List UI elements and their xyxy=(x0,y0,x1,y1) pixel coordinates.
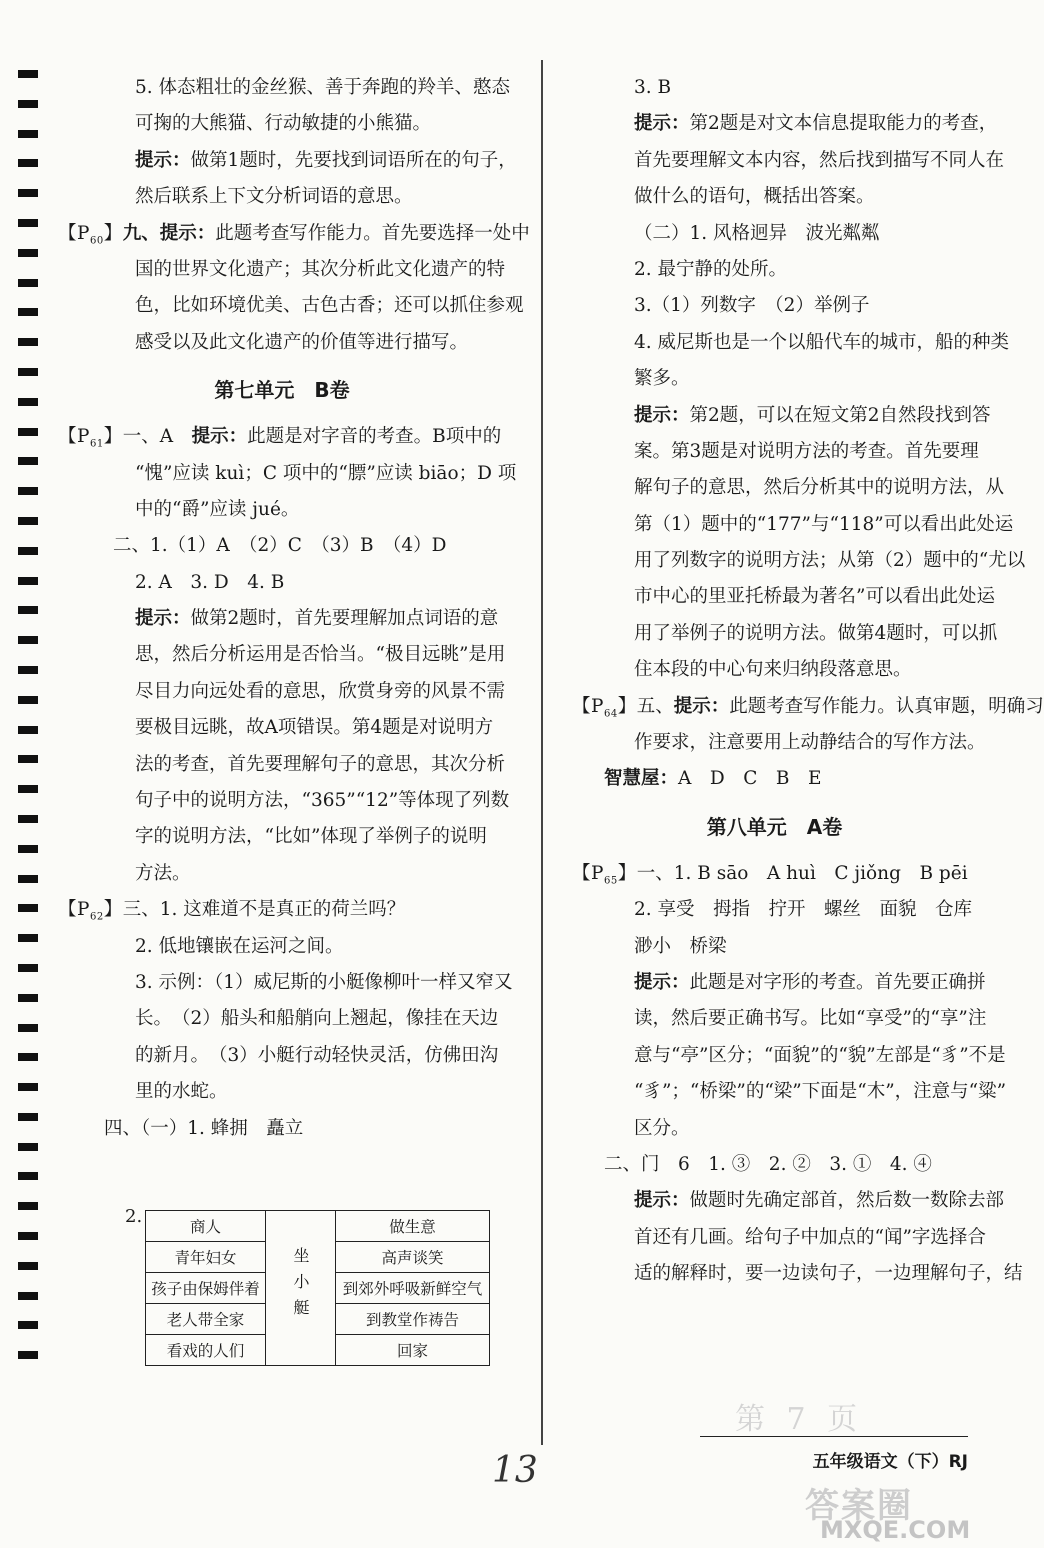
line-text: 2. 最宁静的处所。 xyxy=(634,258,788,280)
margin-mark xyxy=(18,636,38,644)
text-line xyxy=(58,710,506,746)
hint-label: 提示： xyxy=(673,695,730,717)
table-cell: 回家 xyxy=(336,1335,490,1366)
margin-mark xyxy=(18,100,38,108)
table-cell: 到郊外呼吸新鲜空气 xyxy=(336,1273,490,1304)
text-line xyxy=(58,106,506,142)
page-reference-close: 】 xyxy=(103,222,123,244)
text-line xyxy=(572,856,977,892)
margin-mark xyxy=(18,904,38,912)
line-text: 国的世界文化遗产；其次分析此文化遗产的特 xyxy=(135,258,506,280)
page-reference-number: 61 xyxy=(89,438,104,450)
page-reference-open: 【P xyxy=(572,695,604,717)
margin-mark xyxy=(18,308,38,316)
text-line xyxy=(572,761,977,797)
margin-mark xyxy=(18,249,38,257)
table-cell: 高声谈笑 xyxy=(336,1242,490,1273)
page-reference-number: 62 xyxy=(89,911,104,923)
margin-mark xyxy=(18,1321,38,1329)
page-reference xyxy=(572,695,637,720)
text-line xyxy=(58,70,511,106)
line-text: 的新月。 （3）小艇行动轻快灵活，仿佛田沟 xyxy=(135,1044,499,1066)
left-column xyxy=(58,70,530,1147)
line-text: （二）1. 风格迥异 波光粼粼 xyxy=(634,222,880,244)
line-text: 此题是对字音的考查。B项中的 xyxy=(247,426,502,448)
table-cell: 商人 xyxy=(146,1211,266,1242)
hint-label: 九、 xyxy=(122,222,160,244)
line-text: 三、1. 这难道不是真正的荷兰吗？ xyxy=(122,899,406,921)
line-text: 2. A 3. D 4. B xyxy=(135,571,285,593)
line-text: 意与“亭”区分；“面貌”的“貌”左部是“豸”不是 xyxy=(634,1044,1006,1066)
line-text: 区分。 xyxy=(634,1117,690,1139)
page-reference-number: 64 xyxy=(603,708,618,720)
text-line xyxy=(58,288,524,324)
line-text: 第2题，可以在短文第2自然段找到答 xyxy=(689,404,991,426)
page-reference-open: 【P xyxy=(58,426,90,448)
line-text: 3. 示例：（1）威尼斯的小艇像柳叶一样又窄又 xyxy=(135,971,513,993)
line-text: 此题考查写作能力。首先要选择一处中 xyxy=(215,222,530,244)
hint-label: 提示： xyxy=(135,149,191,171)
text-line xyxy=(572,361,977,397)
text-line xyxy=(58,674,506,710)
text-line xyxy=(58,856,506,892)
line-text: 3.（1）列数字 （2）举例子 xyxy=(634,295,870,317)
line-text: 4. 威尼斯也是一个以船代车的城市，船的种类 xyxy=(634,331,1010,353)
text-line xyxy=(572,579,995,615)
text-line xyxy=(572,434,977,470)
line-text: 一、A xyxy=(122,426,192,448)
line-text: 渺小 桥梁 xyxy=(634,935,727,957)
margin-mark xyxy=(18,666,38,674)
margin-mark xyxy=(18,547,38,555)
table-cell: 到教堂作祷告 xyxy=(336,1304,490,1335)
text-line xyxy=(572,929,977,965)
page-reference-open: 【P xyxy=(58,222,90,244)
margin-mark xyxy=(18,1232,38,1240)
line-text: 首先要理解文本内容，然后找到描写不同人在 xyxy=(634,149,1005,171)
line-text: 市中心的里亚托桥最为著名”可以看出此处运 xyxy=(634,586,995,608)
text-line xyxy=(58,965,513,1001)
table-middle-cell xyxy=(266,1211,336,1366)
text-line xyxy=(572,616,998,652)
watermark-site-name: 答案圈 xyxy=(805,1486,913,1526)
section-heading: 第八单元 A卷 xyxy=(706,814,843,839)
page-reference-close: 】 xyxy=(103,426,123,448)
text-line xyxy=(58,216,530,252)
margin-mark xyxy=(18,1143,38,1151)
text-line xyxy=(58,601,506,637)
text-line xyxy=(572,1183,1005,1219)
line-text: 五、 xyxy=(636,695,674,717)
text-line xyxy=(572,892,977,928)
text-line xyxy=(572,725,986,761)
text-line xyxy=(58,492,506,528)
margin-mark xyxy=(18,1351,38,1359)
line-text: 做第1题时，先要找到词语所在的句子， xyxy=(190,149,517,171)
table-cell: 孩子由保姆伴着 xyxy=(146,1273,266,1304)
text-line xyxy=(58,819,506,855)
margin-mark xyxy=(18,934,38,942)
text-line xyxy=(58,1111,506,1147)
page-reference-open: 【P xyxy=(572,862,604,884)
margin-mark xyxy=(18,964,38,972)
table-cell: 老人带全家 xyxy=(146,1304,266,1335)
margin-mark xyxy=(18,845,38,853)
line-text: 解句子的意思，然后分析其中的说明方法，从 xyxy=(634,477,1005,499)
page-reference xyxy=(58,426,123,450)
line-text: 句子中的说明方法，“365”“12”等体现了列数 xyxy=(135,790,510,812)
line-text: 用了举例子的说明方法。做第4题时，可以抓 xyxy=(634,622,998,644)
line-text: 四、（一）1. 蜂拥 矗立 xyxy=(104,1117,304,1139)
text-line xyxy=(58,1074,506,1110)
text-line xyxy=(58,892,506,928)
text-line xyxy=(572,179,977,215)
line-text: 3. B xyxy=(634,77,672,98)
line-text: 然后联系上下文分析词语的意思。 xyxy=(135,186,413,208)
margin-mark xyxy=(18,368,38,376)
binding-margin-marks xyxy=(18,70,38,1381)
page-reference-close: 】 xyxy=(103,899,123,921)
text-line xyxy=(58,1038,506,1074)
text-line xyxy=(58,325,506,361)
margin-mark xyxy=(18,606,38,614)
line-text: 住本段的中心句来归纳段落意思。 xyxy=(634,659,912,681)
margin-mark xyxy=(18,1024,38,1032)
line-text: 做什么的语句，概括出答案。 xyxy=(634,186,875,208)
margin-mark xyxy=(18,815,38,823)
margin-mark xyxy=(18,755,38,763)
text-line xyxy=(58,528,506,564)
column-divider xyxy=(541,60,543,1445)
handwritten-page-number: 13 xyxy=(492,1450,538,1491)
line-text: 第（1）题中的“177”与“118”可以看出此处运 xyxy=(634,513,1014,535)
margin-mark xyxy=(18,398,38,406)
text-line xyxy=(572,689,1044,725)
line-text: 作要求，注意要用上动静结合的写作方法。 xyxy=(634,732,986,754)
text-line xyxy=(58,747,506,783)
line-text: “愧”应读 kuì；C 项中的“膘”应读 biāo；D 项 xyxy=(135,462,517,484)
margin-mark xyxy=(18,517,38,525)
page-reference xyxy=(572,862,637,887)
line-text: 要极目远眺，故A项错误。第4题是对说明方 xyxy=(135,717,494,739)
text-line xyxy=(58,783,510,819)
text-line xyxy=(58,637,506,673)
margin-mark xyxy=(18,487,38,495)
table-row xyxy=(146,1211,490,1242)
margin-mark xyxy=(18,279,38,287)
hint-label: 提示： xyxy=(634,404,690,426)
hint-label: 提示： xyxy=(634,1190,690,1212)
line-text: 第2题是对文本信息提取能力的考查， xyxy=(689,113,998,135)
text-line xyxy=(572,1074,1007,1110)
margin-mark xyxy=(18,130,38,138)
hint-label: 提示： xyxy=(159,222,216,244)
margin-mark xyxy=(18,1292,38,1300)
line-text: 2. 低地镶嵌在运河之间。 xyxy=(135,935,344,957)
hint-label: 提示： xyxy=(634,113,690,135)
text-line xyxy=(572,143,1005,179)
line-text: 一、1. B sāo A huì C jiǒng B pēi xyxy=(636,862,968,884)
line-text: 读，然后要正确书写。比如“享受”的“享”注 xyxy=(634,1008,987,1030)
line-text: 首还有几画。给句子中加点的“闻”字选择合 xyxy=(634,1226,986,1248)
line-text: A D C B E xyxy=(678,768,822,790)
margin-mark xyxy=(18,696,38,704)
text-line xyxy=(572,965,986,1001)
text-line xyxy=(58,1001,506,1037)
margin-mark xyxy=(18,1202,38,1210)
text-line xyxy=(58,179,506,215)
line-text: 此题考查写作能力。认真审题，明确习 xyxy=(729,695,1044,717)
margin-mark xyxy=(18,875,38,883)
text-line xyxy=(58,252,506,288)
line-text: 色，比如环境优美、古色古香；还可以抓住参观 xyxy=(135,295,524,317)
page-reference-number: 65 xyxy=(603,875,618,887)
margin-mark xyxy=(18,1172,38,1180)
line-text: 法的考查，首先要理解句子的意思，其次分析 xyxy=(135,753,506,775)
text-line xyxy=(572,1220,986,1256)
margin-mark xyxy=(18,219,38,227)
margin-mark xyxy=(18,1083,38,1091)
margin-mark xyxy=(18,457,38,465)
page-reference xyxy=(58,899,123,923)
watermark-site-url: MXQE.COM xyxy=(820,1516,971,1544)
line-text: 适的解释时，要一边读句子，一边理解句子，结 xyxy=(634,1263,1023,1285)
text-line xyxy=(572,1038,1006,1074)
text-line xyxy=(572,1256,1023,1292)
line-text: 思，然后分析运用是否恰当。“极目远眺”是用 xyxy=(135,644,506,666)
text-line xyxy=(572,216,977,252)
line-text: 长。 （2）船头和船艄向上翘起，像挂在天边 xyxy=(135,1008,499,1030)
page-reference xyxy=(58,222,123,247)
line-text: 5. 体态粗壮的金丝猴、善于奔跑的羚羊、憨态 xyxy=(135,77,511,98)
right-column xyxy=(572,70,1044,1293)
text-line xyxy=(572,1147,977,1183)
page-reference-number: 60 xyxy=(89,235,104,247)
text-line xyxy=(572,1111,977,1147)
table-cell: 做生意 xyxy=(336,1211,490,1242)
footer-book-title: 五年级语文（下）RJ xyxy=(700,1436,968,1472)
text-line xyxy=(572,1001,987,1037)
text-line xyxy=(572,325,1010,361)
table-middle-label: 坐小艇 xyxy=(291,1247,310,1325)
line-text: 字的说明方法，“比如”体现了举例子的说明 xyxy=(135,826,487,848)
table-cell: 看戏的人们 xyxy=(146,1335,266,1366)
line-text: 方法。 xyxy=(135,862,191,884)
hint-label: 提示： xyxy=(634,971,690,993)
text-line xyxy=(58,929,506,965)
line-text: 用了列数字的说明方法；从第（2）题中的“尤以 xyxy=(634,550,1026,572)
hint-label: 提示： xyxy=(135,608,191,630)
line-text: 做第2题时，首先要理解加点词语的意 xyxy=(190,608,499,630)
text-line xyxy=(58,456,517,492)
margin-mark xyxy=(18,428,38,436)
page-reference-close: 】 xyxy=(617,695,637,717)
text-line xyxy=(572,470,1005,506)
margin-mark xyxy=(18,994,38,1002)
margin-mark xyxy=(18,577,38,585)
text-line xyxy=(58,419,506,455)
text-line xyxy=(572,252,977,288)
watermark-page-mark: 第 7 页 xyxy=(735,1402,864,1437)
line-text: 中的“爵”应读 jué。 xyxy=(135,498,300,520)
margin-mark xyxy=(18,785,38,793)
line-text: 可掬的大熊猫、行动敏捷的小熊猫。 xyxy=(135,113,432,135)
page-reference-close: 】 xyxy=(617,862,637,884)
hint-label: 提示： xyxy=(191,426,248,448)
margin-mark xyxy=(18,70,38,78)
page-reference-open: 【P xyxy=(58,899,90,921)
line-text: 做题时先确定部首，然后数一数除去部 xyxy=(689,1190,1005,1212)
text-line xyxy=(572,543,1026,579)
margin-mark xyxy=(18,159,38,167)
text-line xyxy=(58,565,506,601)
text-line xyxy=(58,143,517,179)
margin-mark xyxy=(18,726,38,734)
table-cell: 青年妇女 xyxy=(146,1242,266,1273)
margin-mark xyxy=(18,1113,38,1121)
text-line xyxy=(572,106,998,142)
margin-mark xyxy=(18,1262,38,1270)
line-text: 繁多。 xyxy=(634,368,690,390)
margin-mark xyxy=(18,338,38,346)
hint-label: 智慧屋： xyxy=(604,768,679,790)
margin-mark xyxy=(18,189,38,197)
text-line xyxy=(572,652,977,688)
section-heading: 第七单元 B卷 xyxy=(214,378,350,403)
text-line xyxy=(572,70,977,106)
line-text: 尽目力向远处看的意思，欣赏身旁的风景不需 xyxy=(135,680,506,702)
text-line xyxy=(572,288,977,324)
line-text: 感受以及此文化遗产的价值等进行描写。 xyxy=(135,331,469,353)
answer-table xyxy=(145,1210,490,1366)
line-text: 里的水蛇。 xyxy=(135,1081,228,1103)
line-text: 此题是对字形的考查。首先要正确拼 xyxy=(689,971,986,993)
table-question-number: 2. xyxy=(125,1206,143,1227)
line-text: 二、门 6 1. ③ 2. ② 3. ① 4. ④ xyxy=(604,1153,932,1175)
line-text: 案。第3题是对说明方法的考查。首先要理 xyxy=(634,440,979,462)
line-text: 二、1.（1）A （2）C （3）B （4）D xyxy=(113,535,447,557)
text-line xyxy=(572,398,991,434)
line-text: 2. 享受 拇指 拧开 螺丝 面貌 仓库 xyxy=(634,899,973,921)
margin-mark xyxy=(18,1053,38,1061)
line-text: “豸”；“桥梁”的“梁”下面是“木”，注意与“粱” xyxy=(634,1081,1007,1103)
text-line xyxy=(572,507,1014,543)
